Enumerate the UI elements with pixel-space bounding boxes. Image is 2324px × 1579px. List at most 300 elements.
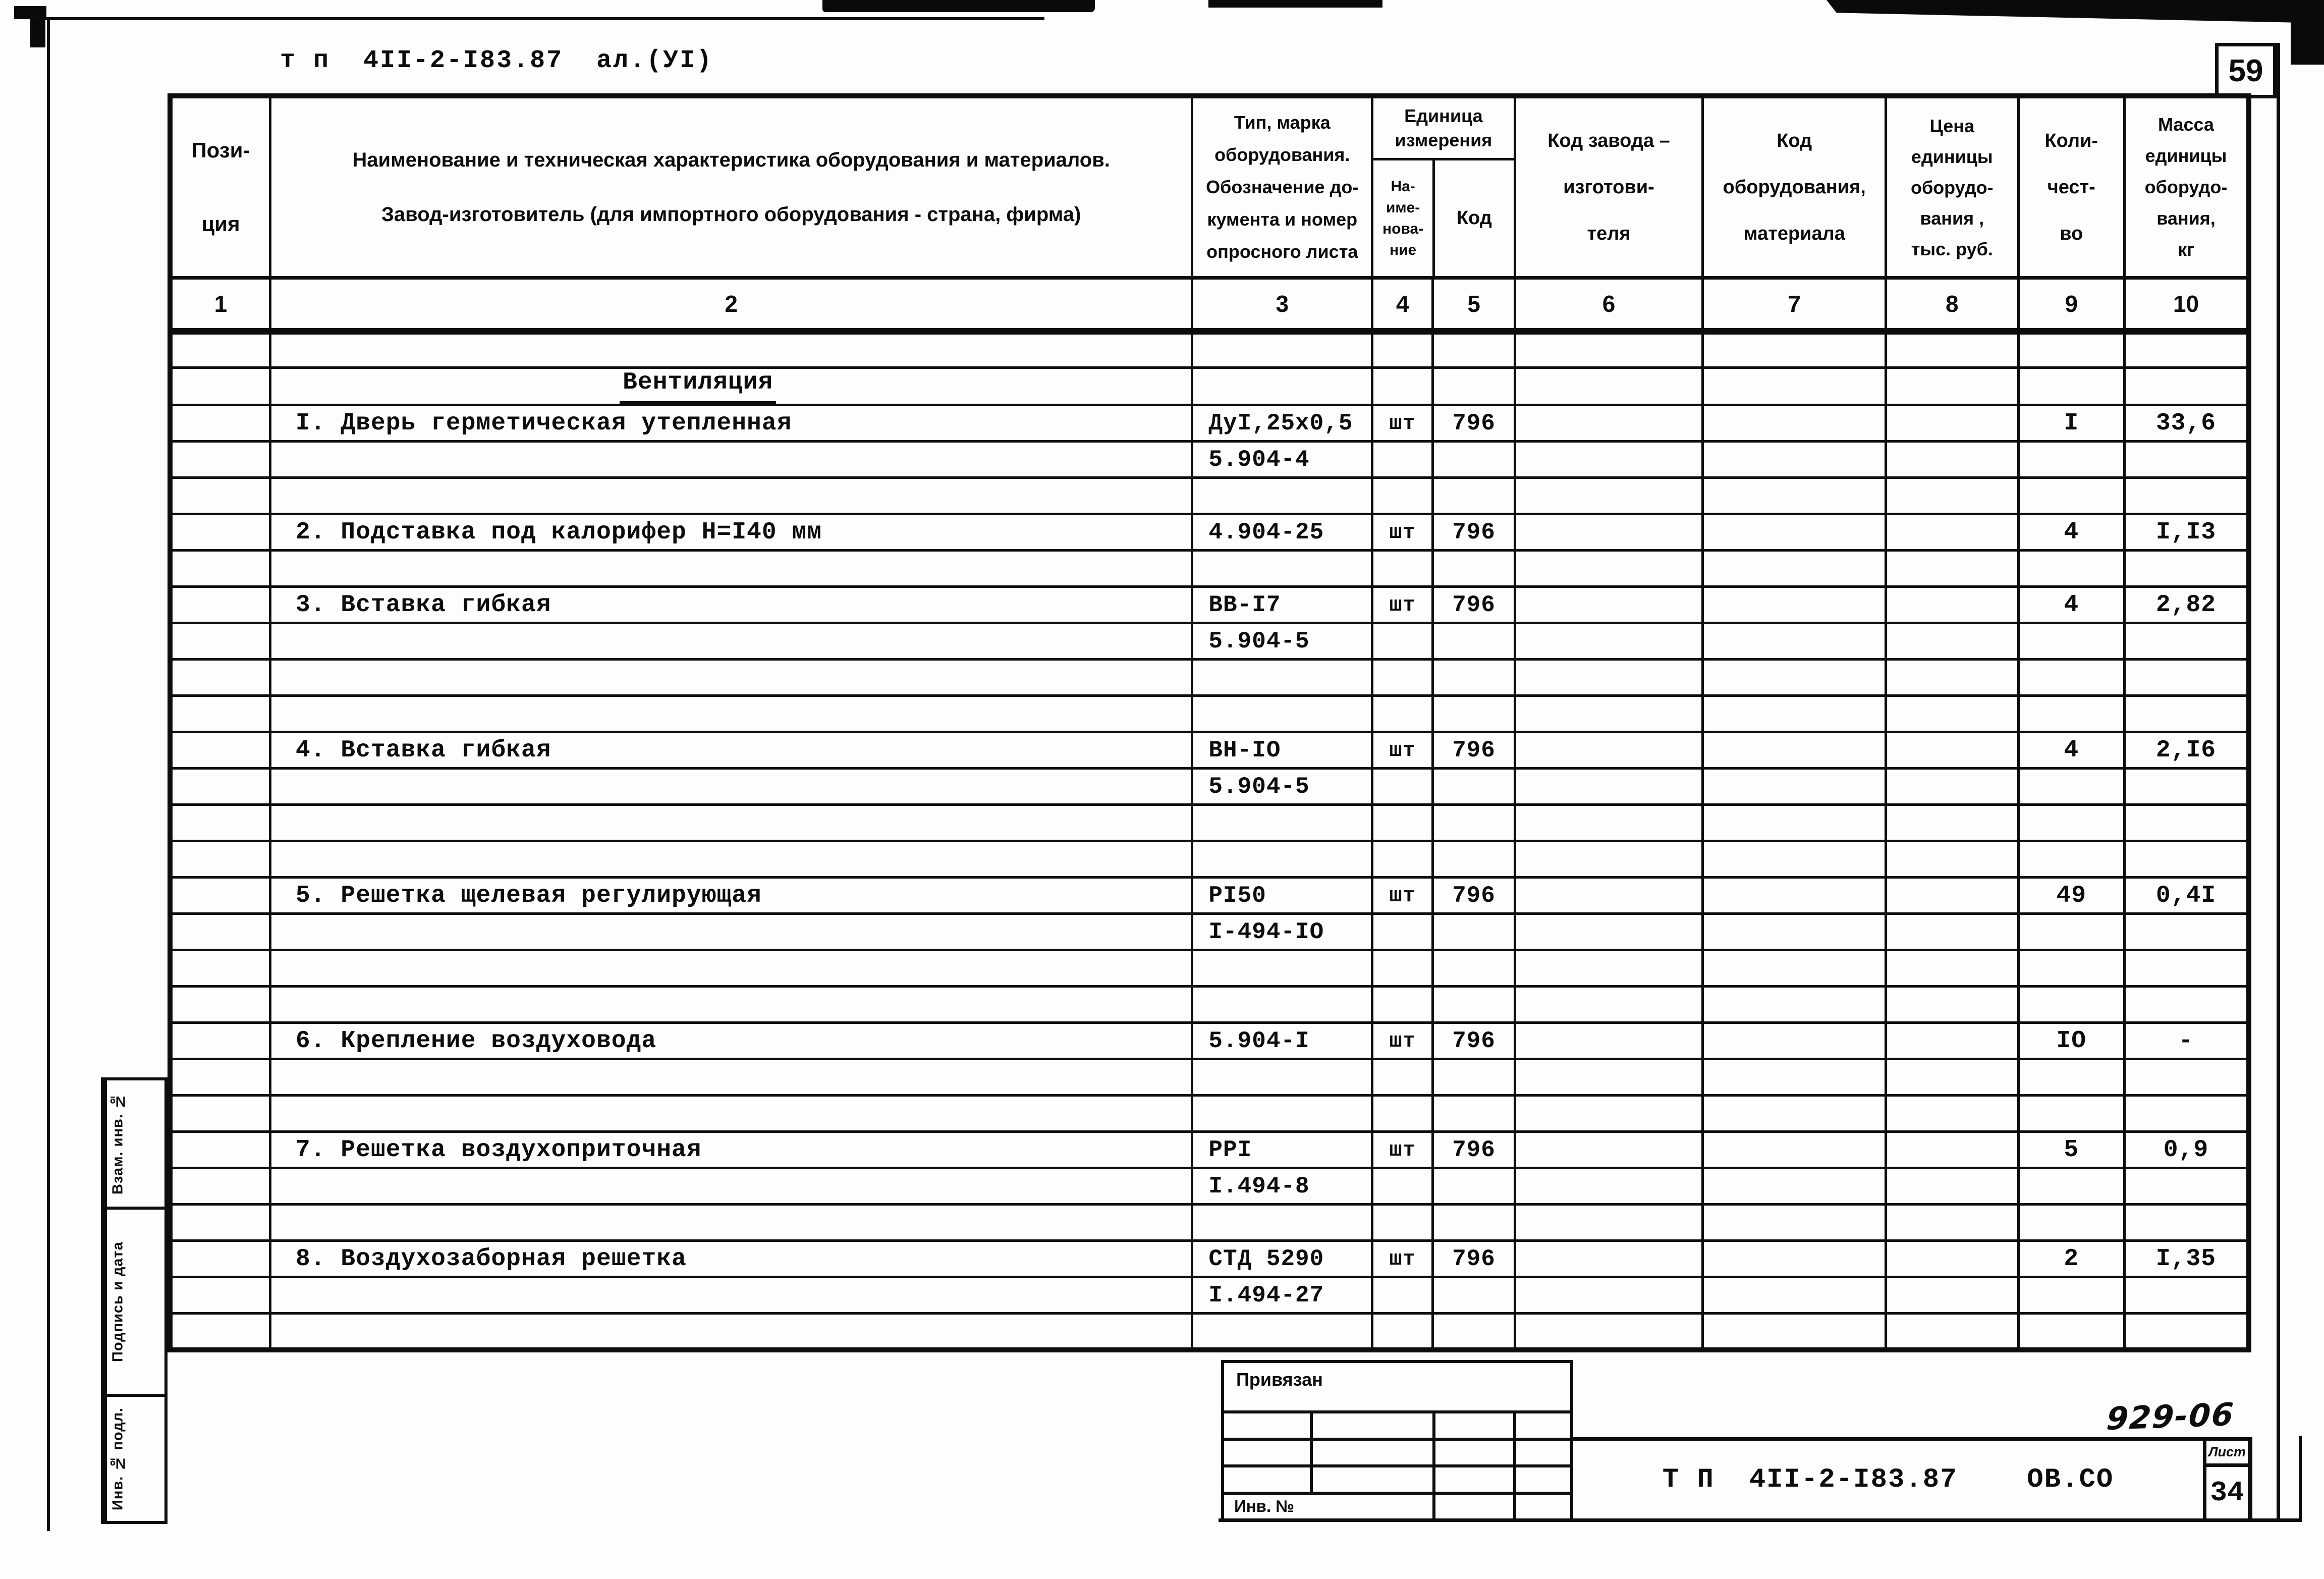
cell-price [1886,950,2019,987]
cell-unit: шт [1372,587,1433,623]
table-row [170,442,2249,478]
header-line: оборудо- [2144,177,2228,197]
table-row [170,732,2249,769]
cell-unit [1372,696,1433,732]
cell-equip-code [1703,478,1886,514]
cell-pos [170,660,270,696]
cell-qty: 4 [2018,514,2124,551]
empty-row [170,1096,2249,1132]
table-row [170,769,2249,805]
cell-factory-code [1515,442,1703,478]
stamp-box-inv [101,1394,168,1524]
cell-unit-code: 796 [1433,514,1515,551]
cell-unit-code [1433,914,1515,950]
cell-pos [170,841,270,878]
cell-type: РРI [1192,1132,1372,1168]
header-qty [2018,96,2124,278]
stamp-label-vzam: Взам. инв. № [104,1080,129,1207]
privyazan-cell [1224,1441,1313,1465]
cell-unit [1372,950,1433,987]
empty-row [170,332,2249,368]
cell-qty [2018,696,2124,732]
header-line: ция [201,212,240,236]
cell-type: РI50 [1192,878,1372,914]
cell-type: ВН-IO [1192,732,1372,769]
cell-unit: шт [1372,1132,1433,1168]
cell-unit-code [1433,987,1515,1023]
header-unit-name [1373,160,1435,276]
privyazan-cell [1516,1467,1570,1492]
cell-factory-code [1515,405,1703,442]
header-line: изготови- [1563,177,1654,198]
cell-qty [2018,950,2124,987]
header-line: На- [1391,178,1415,195]
cell-name [270,551,1192,587]
cell-factory-code [1515,1096,1703,1132]
cell-name [270,660,1192,696]
cell-unit-code: 796 [1433,1132,1515,1168]
cell-pos [170,1168,270,1205]
cell-name [270,841,1192,878]
cell-price [1886,914,2019,950]
cell-pos [170,587,270,623]
cell-price [1886,442,2019,478]
cell-name [270,805,1192,841]
cell-pos [170,696,270,732]
header-unit-merged [1373,98,1514,160]
cell-type [1192,368,1372,405]
cell-name: 5. Решетка щелевая регулирующая [270,878,1192,914]
cell-equip-code [1703,368,1886,405]
frame-right-line [2277,43,2280,1522]
cell-name [270,478,1192,514]
cell-name: 7. Решетка воздухоприточная [270,1132,1192,1168]
cell-pos [170,878,270,914]
cell-mass [2124,1314,2249,1350]
cell-unit [1372,769,1433,805]
scan-smudge [1208,0,1382,8]
table-row [170,914,2249,950]
cell-unit: шт [1372,514,1433,551]
cell-name [270,1314,1192,1350]
cell-factory-code [1515,841,1703,878]
frame-right-line-2 [2299,1436,2302,1522]
empty-row [170,1059,2249,1096]
cell-mass [2124,805,2249,841]
privyazan-cell [1224,1413,1313,1438]
cell-name [270,696,1192,732]
cell-mass [2124,841,2249,878]
cell-qty [2018,1096,2124,1132]
cell-name [270,1168,1192,1205]
cell-price [1886,878,2019,914]
cell-price [1886,1096,2019,1132]
cell-name [270,914,1192,950]
header-line: Коли- [2044,130,2098,151]
cell-mass: - [2124,1023,2249,1059]
cell-qty [2018,987,2124,1023]
page-number: 59 [2228,53,2263,88]
cell-unit: шт [1372,878,1433,914]
column-number: 10 [2124,278,2249,332]
cell-type: 4.904-25 [1192,514,1372,551]
cell-pos [170,442,270,478]
cell-mass [2124,551,2249,587]
cell-equip-code [1703,1205,1886,1241]
cell-name: 3. Вставка гибкая [270,587,1192,623]
cell-equip-code [1703,1277,1886,1314]
table-row [170,1241,2249,1277]
cell-factory-code [1515,878,1703,914]
cell-unit-code [1433,660,1515,696]
cell-unit-code [1433,1314,1515,1350]
column-number: 6 [1515,278,1703,332]
cell-price [1886,841,2019,878]
cell-mass [2124,1096,2249,1132]
cell-factory-code [1515,478,1703,514]
cell-name [270,1059,1192,1096]
frame-left-line [47,17,50,1531]
header-line: Наименование и техническая характеристика оборудования и материалов. [352,149,1110,171]
empty-row [170,950,2249,987]
header-line: Единица [1404,105,1483,126]
cell-price [1886,987,2019,1023]
cell-mass [2124,1205,2249,1241]
cell-type: 5.904-5 [1192,623,1372,660]
cell-unit: шт [1372,1241,1433,1277]
cell-unit-code [1433,368,1515,405]
header-line: кумента и номер [1207,209,1358,230]
header-line: Код [1456,207,1492,229]
table-header-row [170,96,2249,278]
cell-qty [2018,1168,2124,1205]
left-margin-stamps [101,1077,168,1524]
cell-price [1886,1277,2019,1314]
cell-pos [170,1023,270,1059]
scan-smudge [2291,0,2324,65]
cell-qty [2018,660,2124,696]
cell-mass [2124,769,2249,805]
cell-price [1886,1205,2019,1241]
header-line: нова- [1382,220,1424,237]
cell-name [270,950,1192,987]
frame-top-line [30,17,1044,20]
column-number: 5 [1433,278,1515,332]
cell-unit [1372,987,1433,1023]
cell-mass [2124,1277,2249,1314]
cell-unit-code [1433,623,1515,660]
cell-type [1192,660,1372,696]
empty-row [170,696,2249,732]
cell-equip-code [1703,1168,1886,1205]
cell-price [1886,587,2019,623]
cell-qty [2018,841,2124,878]
header-type [1192,96,1372,278]
cell-equip-code [1703,623,1886,660]
cell-name [270,1277,1192,1314]
header-line: материала [1743,223,1845,244]
cell-price [1886,1059,2019,1096]
header-line: оборудо- [1910,177,1994,198]
privyazan-inv-row [1224,1495,1570,1519]
cell-equip-code [1703,332,1886,368]
empty-row [170,987,2249,1023]
cell-unit-code [1433,1168,1515,1205]
cell-equip-code [1703,1132,1886,1168]
privyazan-row [1224,1441,1570,1468]
cell-mass [2124,478,2249,514]
cell-type: ВВ-I7 [1192,587,1372,623]
cell-pos [170,1241,270,1277]
cell-unit-code [1433,950,1515,987]
header-unit-code [1435,160,1514,276]
cell-mass [2124,987,2249,1023]
cell-equip-code [1703,1059,1886,1096]
cell-unit-code: 796 [1433,587,1515,623]
header-line: оборудования. [1214,144,1350,165]
cell-type [1192,950,1372,987]
cell-equip-code [1703,987,1886,1023]
privyazan-cell [1435,1467,1516,1492]
cell-factory-code [1515,1023,1703,1059]
privyazan-cell [1313,1467,1435,1492]
cell-type [1192,1314,1372,1350]
cell-price [1886,1023,2019,1059]
empty-row [170,478,2249,514]
cell-equip-code [1703,1241,1886,1277]
cell-unit-code [1433,841,1515,878]
cell-qty [2018,1205,2124,1241]
cell-pos [170,1132,270,1168]
cell-factory-code [1515,1241,1703,1277]
cell-factory-code [1515,623,1703,660]
cell-equip-code [1703,587,1886,623]
section-row [170,368,2249,405]
cell-unit-code: 796 [1433,732,1515,769]
header-line: кг [2177,239,2194,260]
column-number: 2 [270,278,1192,332]
cell-type: 5.904-5 [1192,769,1372,805]
cell-type: СТД 5290 [1192,1241,1372,1277]
cell-unit: шт [1372,732,1433,769]
sheet-number: 34 [2210,1477,2244,1509]
cell-price [1886,478,2019,514]
header-unit-group [1372,96,1515,278]
cell-qty: IO [2018,1023,2124,1059]
cell-factory-code [1515,1059,1703,1096]
cell-mass [2124,332,2249,368]
cell-type [1192,551,1372,587]
title-block-document: Т П 4II-2-I83.87 ОВ.СО [1662,1464,2114,1495]
privyazan-title: Привязан [1224,1363,1570,1413]
empty-row [170,1314,2249,1350]
cell-pos [170,1314,270,1350]
stamp-label-inv: Инв. № подл. [104,1397,129,1521]
stamp-box-podpis [101,1207,168,1397]
stamp-box-vzam [101,1077,168,1210]
table-row [170,514,2249,551]
table-row [170,587,2249,623]
cell-unit [1372,332,1433,368]
cell-price [1886,660,2019,696]
cell-mass: I,35 [2124,1241,2249,1277]
cell-equip-code [1703,914,1886,950]
cell-pos [170,623,270,660]
cell-qty [2018,914,2124,950]
table-row [170,1277,2249,1314]
cell-equip-code [1703,551,1886,587]
cell-price [1886,1168,2019,1205]
privyazan-row [1224,1467,1570,1495]
stamp-label-podpis: Подпись и дата [104,1210,129,1394]
header-equip-code [1703,96,1886,278]
header-line: чест- [2047,177,2095,198]
header-line: Пози- [191,138,250,162]
cell-unit-code: 796 [1433,405,1515,442]
cell-price [1886,368,2019,405]
cell-factory-code [1515,551,1703,587]
table-row [170,623,2249,660]
cell-price [1886,769,2019,805]
cell-pos [170,514,270,551]
cell-unit [1372,1168,1433,1205]
cell-type [1192,1205,1372,1241]
cell-price [1886,332,2019,368]
cell-pos [170,1096,270,1132]
document-code-header: т п 4II-2-I83.87 ал.(УI) [280,46,713,75]
header-line: Обозначение до- [1206,177,1359,197]
cell-qty [2018,478,2124,514]
cell-price [1886,732,2019,769]
cell-unit-code [1433,1277,1515,1314]
cell-name [270,1096,1192,1132]
header-line: Код [1777,130,1812,151]
table-row [170,878,2249,914]
header-line: Цена [1929,115,1975,136]
header-line: Масса [2158,114,2214,135]
header-line: единицы [2145,145,2227,166]
cell-qty [2018,1277,2124,1314]
empty-row [170,841,2249,878]
cell-unit [1372,1059,1433,1096]
cell-mass [2124,914,2249,950]
page-number-box [2215,43,2277,98]
cell-factory-code [1515,1168,1703,1205]
column-number: 9 [2018,278,2124,332]
header-line: вания, [2156,208,2216,229]
table-row [170,1168,2249,1205]
cell-type: 5.904-4 [1192,442,1372,478]
cell-unit: шт [1372,1023,1433,1059]
cell-pos [170,987,270,1023]
cell-mass [2124,950,2249,987]
table-row [170,1023,2249,1059]
cell-unit-code [1433,805,1515,841]
cell-factory-code [1515,950,1703,987]
cell-type [1192,805,1372,841]
cell-equip-code [1703,732,1886,769]
cell-mass [2124,623,2249,660]
cell-unit [1372,1205,1433,1241]
header-line: опросного листа [1206,241,1358,262]
cell-factory-code [1515,368,1703,405]
cell-unit: шт [1372,405,1433,442]
scan-smudge [30,19,45,47]
cell-equip-code [1703,878,1886,914]
cell-qty [2018,332,2124,368]
cell-unit [1372,841,1433,878]
cell-factory-code [1515,987,1703,1023]
cell-qty: I [2018,405,2124,442]
sheet-label: Лист [2206,1441,2248,1467]
cell-price [1886,1241,2019,1277]
cell-unit-code [1433,442,1515,478]
table-row [170,405,2249,442]
cell-mass: 0,4I [2124,878,2249,914]
cell-factory-code [1515,1314,1703,1350]
cell-equip-code [1703,1314,1886,1350]
cell-type: I.494-27 [1192,1277,1372,1314]
cell-name: 8. Воздухозаборная решетка [270,1241,1192,1277]
cell-name [270,368,1192,405]
cell-price [1886,551,2019,587]
cell-price [1886,805,2019,841]
cell-factory-code [1515,732,1703,769]
header-line: тыс. руб. [1911,238,1993,259]
header-line: вания , [1920,207,1984,229]
cell-unit [1372,478,1433,514]
cell-name: 6. Крепление воздуховода [270,1023,1192,1059]
cell-mass: 33,6 [2124,405,2249,442]
header-line: ние [1389,241,1417,258]
cell-name: 2. Подставка под калорифер Н=I40 мм [270,514,1192,551]
cell-equip-code [1703,950,1886,987]
cell-factory-code [1515,332,1703,368]
handwritten-inventory-code: 929-06 [2105,1395,2236,1438]
header-line: Код завода – [1547,130,1670,151]
privyazan-cell [1224,1467,1313,1492]
equipment-spec-table [168,93,2251,1352]
cell-factory-code [1515,914,1703,950]
cell-factory-code [1515,805,1703,841]
cell-unit [1372,660,1433,696]
privyazan-inv-label: Инв. № [1224,1495,1435,1519]
cell-equip-code [1703,660,1886,696]
cell-pos [170,1059,270,1096]
privyazan-row [1224,1413,1570,1441]
cell-factory-code [1515,1277,1703,1314]
cell-factory-code [1515,696,1703,732]
cell-qty [2018,1059,2124,1096]
header-mass [2124,96,2249,278]
cell-name [270,1205,1192,1241]
cell-qty [2018,368,2124,405]
cell-price [1886,623,2019,660]
cell-unit-code [1433,1096,1515,1132]
header-position [170,96,270,278]
empty-row [170,551,2249,587]
cell-mass [2124,1059,2249,1096]
cell-factory-code [1515,1132,1703,1168]
cell-equip-code [1703,696,1886,732]
cell-unit-code [1433,551,1515,587]
empty-row [170,805,2249,841]
cell-qty [2018,623,2124,660]
stamp-empty-cell [129,1210,164,1394]
cell-price [1886,1132,2019,1168]
column-number: 3 [1192,278,1372,332]
cell-mass [2124,660,2249,696]
